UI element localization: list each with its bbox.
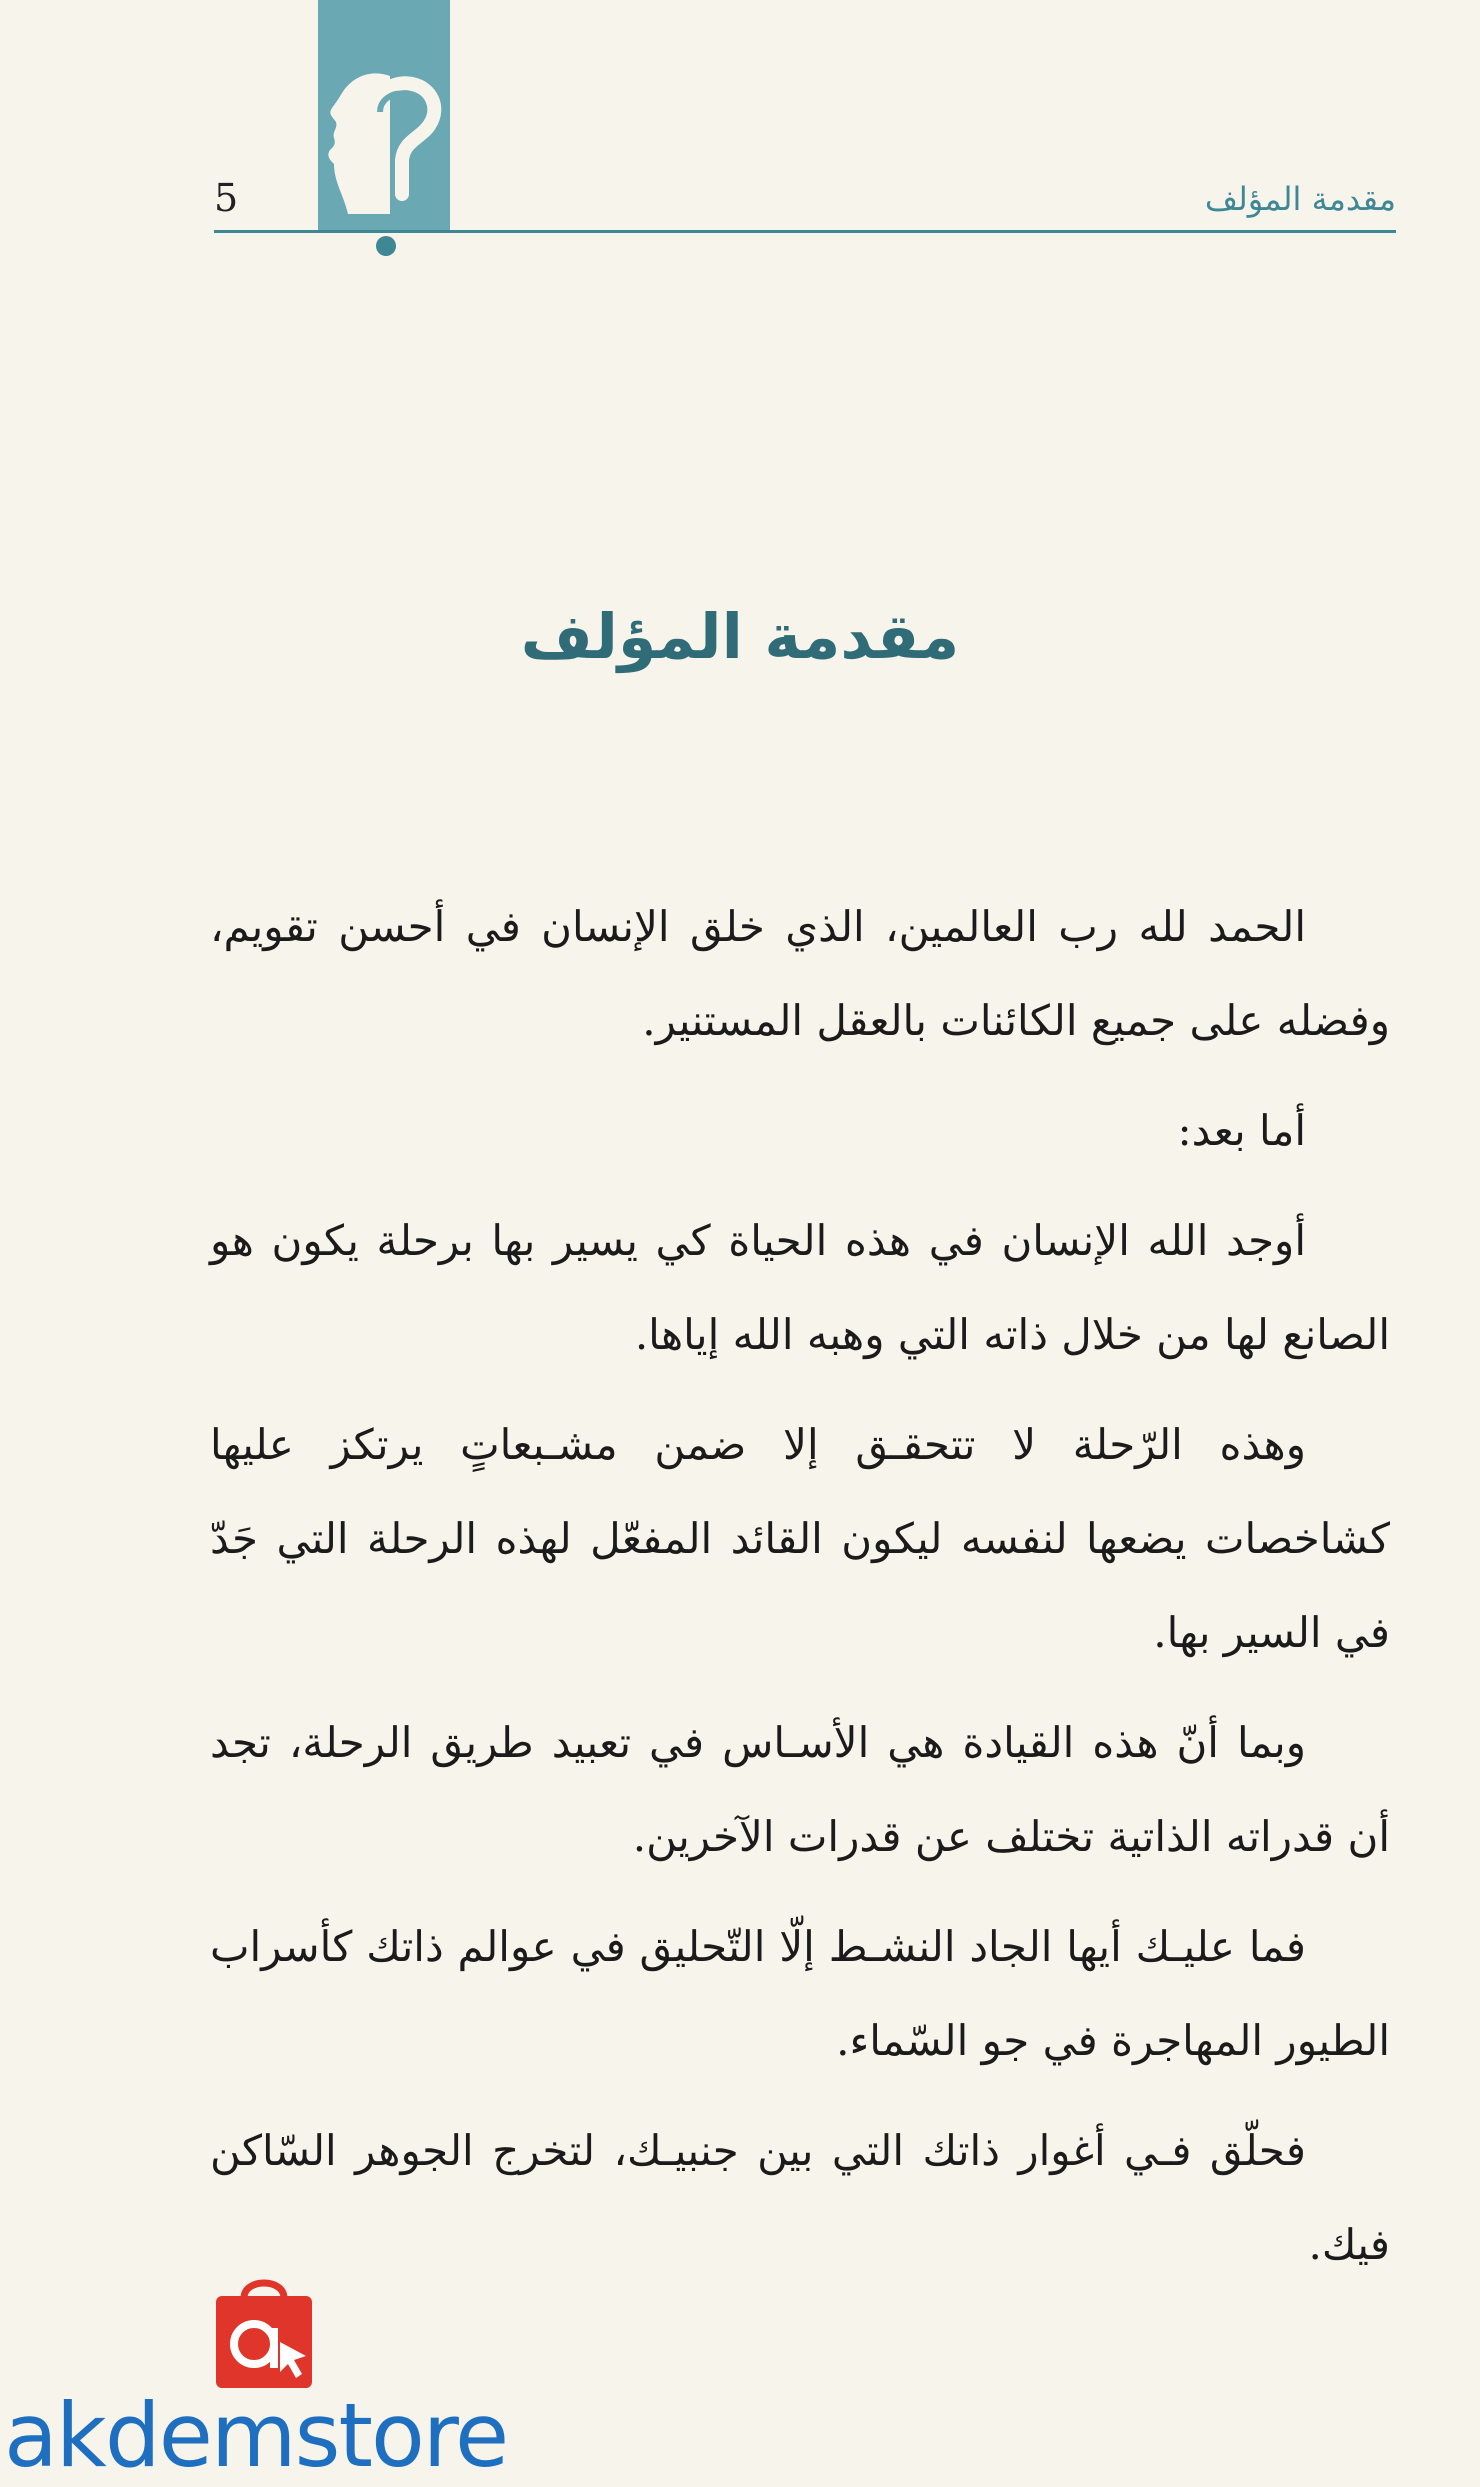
header-rule bbox=[214, 230, 1396, 233]
paragraph: وهذه الرّحلة لا تتحقـق إلا ضمن مشـبعاتٍ يرتكز عليها كشاخصات يضعها لنفسه ليكون القائد المفعّل لهذه الرحلة التي جَدّ في السير بها. bbox=[210, 1420, 1390, 1657]
chapter-title: مقدمة المؤلف bbox=[520, 600, 960, 673]
tab-dot bbox=[376, 236, 396, 256]
paragraph: أما بعد: bbox=[1177, 1106, 1306, 1155]
head-question-icon bbox=[318, 0, 450, 232]
watermark-logo bbox=[0, 2260, 560, 2487]
paragraph: وبما أنّ هذه القيادة هي الأسـاس في تعبيد طريق الرحلة، تجد أن قدراته الذاتية تختلف عن قدرات الآخرين. bbox=[210, 1718, 1390, 1861]
paragraph: فما عليـك أيها الجاد النشـط إلّا التّحليق في عوالم ذاتك كأسراب الطيور المهاجرة في جو السّماء. bbox=[210, 1922, 1390, 2065]
header-tab bbox=[318, 0, 450, 232]
paragraph: أوجد الله الإنسان في هذه الحياة كي يسير بها برحلة يكون هو الصانع لها من خلال ذاته التي وهبه الله إياها. bbox=[210, 1216, 1390, 1359]
shopping-bag-cursor-icon bbox=[210, 2272, 318, 2392]
body-text bbox=[210, 880, 1390, 2308]
watermark-brand: akdemstore bbox=[4, 2384, 508, 2487]
running-head: مقدمة المؤلف bbox=[1204, 180, 1396, 218]
page-number: 5 bbox=[214, 176, 239, 220]
paragraph: الحمد لله رب العالمين، الذي خلق الإنسان في أحسن تقويم، وفضله على جميع الكائنات بالعقل المستنير. bbox=[210, 902, 1390, 1045]
paragraph: فحلّق فـي أغوار ذاتك التي بين جنبيـك، لتخرج الجوهر السّاكن فيك. bbox=[210, 2126, 1390, 2269]
